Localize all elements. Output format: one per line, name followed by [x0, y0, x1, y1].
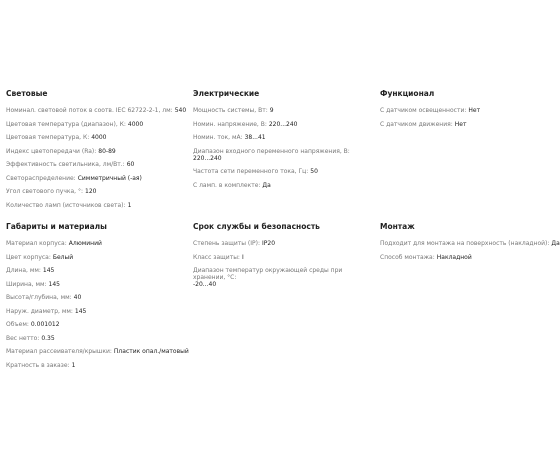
spec-row [6, 134, 186, 141]
spec-label: Индекс цветопередачи (Ra): [6, 147, 97, 155]
spec-row [6, 121, 186, 128]
spec-value: Алюминий [68, 240, 102, 247]
spec-row [6, 254, 186, 261]
spec-row [6, 362, 186, 369]
spec-label: Мощность системы, Вт: [193, 107, 268, 114]
spec-row [6, 294, 186, 301]
spec-row [6, 267, 186, 274]
spec-row [6, 308, 186, 315]
spec-value: 50 [310, 168, 318, 175]
spec-row [6, 175, 186, 182]
spec-row [193, 134, 373, 141]
spec-value: 1 [127, 201, 132, 209]
spec-label: Эффективность светильника, лм/Вт.: [6, 161, 125, 168]
spec-value: 40 [73, 294, 82, 301]
spec-value: 0.35 [41, 334, 55, 342]
spec-value: 9 [269, 107, 274, 114]
spec-label: Номин. ток, мА: [193, 134, 243, 141]
spec-row [380, 254, 550, 261]
section-title: Электрические [193, 89, 260, 98]
spec-value: 220...240 [268, 120, 298, 128]
spec-row [193, 168, 373, 175]
spec-label: Угол светового пучка, °: [6, 188, 84, 195]
spec-value: 145 [74, 307, 87, 315]
spec-value: 60 [126, 161, 135, 168]
spec-label: Вес нетто: [6, 334, 40, 342]
spec-row [6, 240, 186, 247]
spec-value: 38...41 [244, 134, 266, 141]
section-title: Срок службы и безопасность [193, 222, 320, 231]
spec-row [380, 240, 560, 247]
spec-label: Материал рассеивателя/крышки: [6, 348, 112, 355]
spec-label: Цветовая температура (диапазон), К: [6, 120, 126, 128]
spec-label: С датчиком движения: [380, 120, 453, 128]
spec-value: 145 [42, 267, 55, 274]
spec-label: Номинал. световой поток в соотв. IEC 62722-2-1, лм: [6, 107, 173, 114]
spec-row [193, 267, 371, 288]
section-title: Монтаж [380, 222, 415, 231]
spec-label: Количество ламп (источников света): [6, 201, 126, 209]
spec-row [6, 202, 186, 209]
spec-value: 4000 [91, 134, 107, 141]
spec-label: Объем: [6, 321, 29, 328]
spec-label: Наруж. диаметр, мм: [6, 307, 73, 315]
section-functional [380, 89, 550, 134]
spec-value: 145 [48, 280, 60, 288]
spec-value: 0.001012 [30, 321, 60, 328]
spec-label: Диапазон температур окружающей среды при хранении, °C: [193, 267, 343, 281]
section-mounting [380, 222, 560, 267]
spec-value: Пластик опал./матовый [113, 348, 189, 355]
spec-row [6, 281, 186, 288]
spec-row [193, 240, 373, 247]
spec-label: Класс защиты: [193, 253, 240, 261]
section-title: Габариты и материалы [6, 222, 107, 231]
spec-row [193, 107, 373, 114]
spec-label: Частота сети переменного тока, Гц: [193, 168, 309, 175]
spec-label: С ламп. в комплекте: [193, 181, 261, 189]
spec-row [6, 188, 186, 195]
spec-value: Накладной [436, 253, 472, 261]
spec-label: Цветовая температура, К: [6, 134, 90, 141]
section-title: Функционал [380, 89, 435, 98]
spec-label: Материал корпуса: [6, 240, 67, 247]
spec-row [380, 121, 550, 128]
spec-row [6, 107, 186, 114]
spec-value: 4000 [127, 120, 144, 128]
spec-row [6, 335, 186, 342]
spec-label: Длина, мм: [6, 267, 41, 274]
spec-label: Степень защиты (IP): [193, 240, 261, 247]
spec-value: Нет [468, 107, 481, 114]
spec-label: Диапазон входного переменного напряжения, В: [193, 147, 350, 155]
spec-value: Белый [52, 253, 74, 261]
spec-row [6, 148, 186, 155]
spec-label: Подходит для монтажа на поверхность (накладной): [380, 240, 550, 247]
spec-value: 120 [85, 188, 97, 195]
spec-row [380, 107, 550, 114]
spec-value: -20...40 [193, 281, 217, 288]
section-lifetime-safety [193, 222, 373, 295]
section-electrical [193, 89, 373, 195]
spec-label: Способ монтажа: [380, 253, 435, 261]
spec-row [6, 161, 186, 168]
spec-value: 540 [174, 107, 187, 114]
spec-value: Да [262, 181, 271, 189]
spec-label: Ширина, мм: [6, 280, 47, 288]
spec-label: Кратность в заказе: [6, 361, 70, 369]
spec-row [6, 321, 186, 328]
spec-label: Номин. напряжение, В: [193, 120, 267, 128]
spec-label: Высота/глубина, мм: [6, 294, 72, 301]
spec-label: С датчиком освещенности: [380, 107, 467, 114]
spec-row [193, 182, 373, 189]
spec-value: 1 [71, 361, 76, 369]
spec-row [193, 121, 373, 128]
section-title: Световые [6, 89, 48, 98]
section-dimensions-materials [6, 222, 189, 375]
spec-value: IP20 [262, 240, 276, 247]
spec-row [6, 348, 189, 355]
spec-value: Симметричный (-ая) [77, 174, 142, 182]
spec-row [193, 254, 373, 261]
spec-value: 220...240 [193, 154, 222, 162]
spec-value: Нет [454, 120, 467, 128]
spec-value: Да [551, 240, 560, 247]
spec-value: 80-89 [98, 147, 116, 155]
spec-value: I [241, 253, 244, 261]
spec-label: Цвет корпуса: [6, 253, 51, 261]
spec-label: Светораспределение: [6, 174, 76, 182]
section-lighting [6, 89, 186, 215]
spec-row [193, 148, 368, 162]
